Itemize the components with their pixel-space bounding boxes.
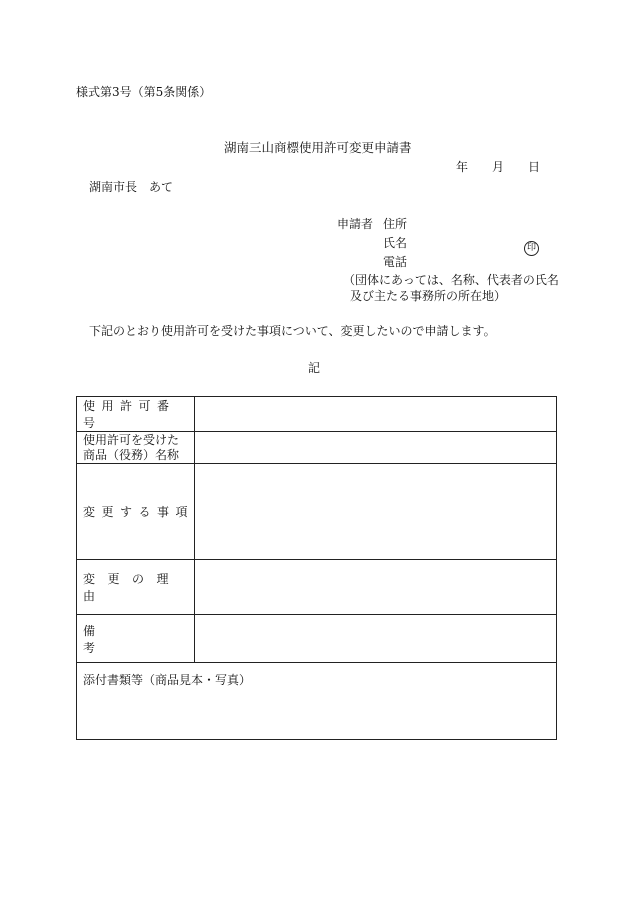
product-name-label-cell xyxy=(77,432,195,464)
change-items-field[interactable] xyxy=(195,464,557,560)
applicant-label: 申請者 xyxy=(337,217,374,231)
name-label: 氏名 xyxy=(383,236,408,250)
application-statement: 下記のとおり使用許可を受けた事項について、変更したいので申請します。 xyxy=(89,324,496,338)
ki-label: 記 xyxy=(308,361,321,375)
attachments-label: 添付書類等（商品見本・写真） xyxy=(83,673,252,687)
permit-number-label-cell xyxy=(77,397,195,432)
product-name-label-line1: 使用許可を受けた xyxy=(83,432,180,447)
row-attachments xyxy=(77,663,557,740)
row-permit-number xyxy=(77,397,557,432)
row-change-reason xyxy=(77,560,557,615)
permit-number-label-text: 使用許可番号 xyxy=(83,399,176,430)
address-label: 住所 xyxy=(383,217,408,231)
addressee: 湖南市長 あて xyxy=(89,180,174,194)
applicant-note-line1: （団体にあっては、名称、代表者の氏名 xyxy=(343,273,559,287)
remarks-label-cell xyxy=(77,615,195,663)
permit-number-field[interactable] xyxy=(195,397,557,432)
attachments-cell[interactable] xyxy=(77,663,557,740)
date-day-label: 日 xyxy=(528,160,541,174)
change-reason-label: 変更の理由 xyxy=(83,572,182,603)
change-items-label-cell xyxy=(77,464,195,560)
remarks-label: 備考 xyxy=(83,623,168,655)
row-remarks xyxy=(77,615,557,663)
remarks-field[interactable] xyxy=(195,615,557,663)
product-name-field[interactable] xyxy=(195,432,557,464)
document-title: 湖南三山商標使用許可変更申請書 xyxy=(224,140,412,155)
form-number: 様式第3号（第5条関係） xyxy=(76,85,212,99)
applicant-note-line2: 及び主たる事務所の所在地） xyxy=(350,289,507,303)
product-name-label-line2: 商品（役務）名称 xyxy=(83,447,180,462)
change-reason-label-cell xyxy=(77,560,195,615)
seal-mark xyxy=(524,235,539,256)
row-product-name xyxy=(77,432,557,464)
date-month-label: 月 xyxy=(492,160,505,174)
permit-number-label xyxy=(83,397,194,431)
change-items-label: 変更する事項 xyxy=(83,505,195,519)
row-change-items xyxy=(77,464,557,560)
change-reason-field[interactable] xyxy=(195,560,557,615)
phone-label: 電話 xyxy=(383,255,408,269)
seal-icon: 印 xyxy=(524,241,539,256)
application-form-table xyxy=(76,396,557,740)
date-year-label: 年 xyxy=(456,160,469,174)
